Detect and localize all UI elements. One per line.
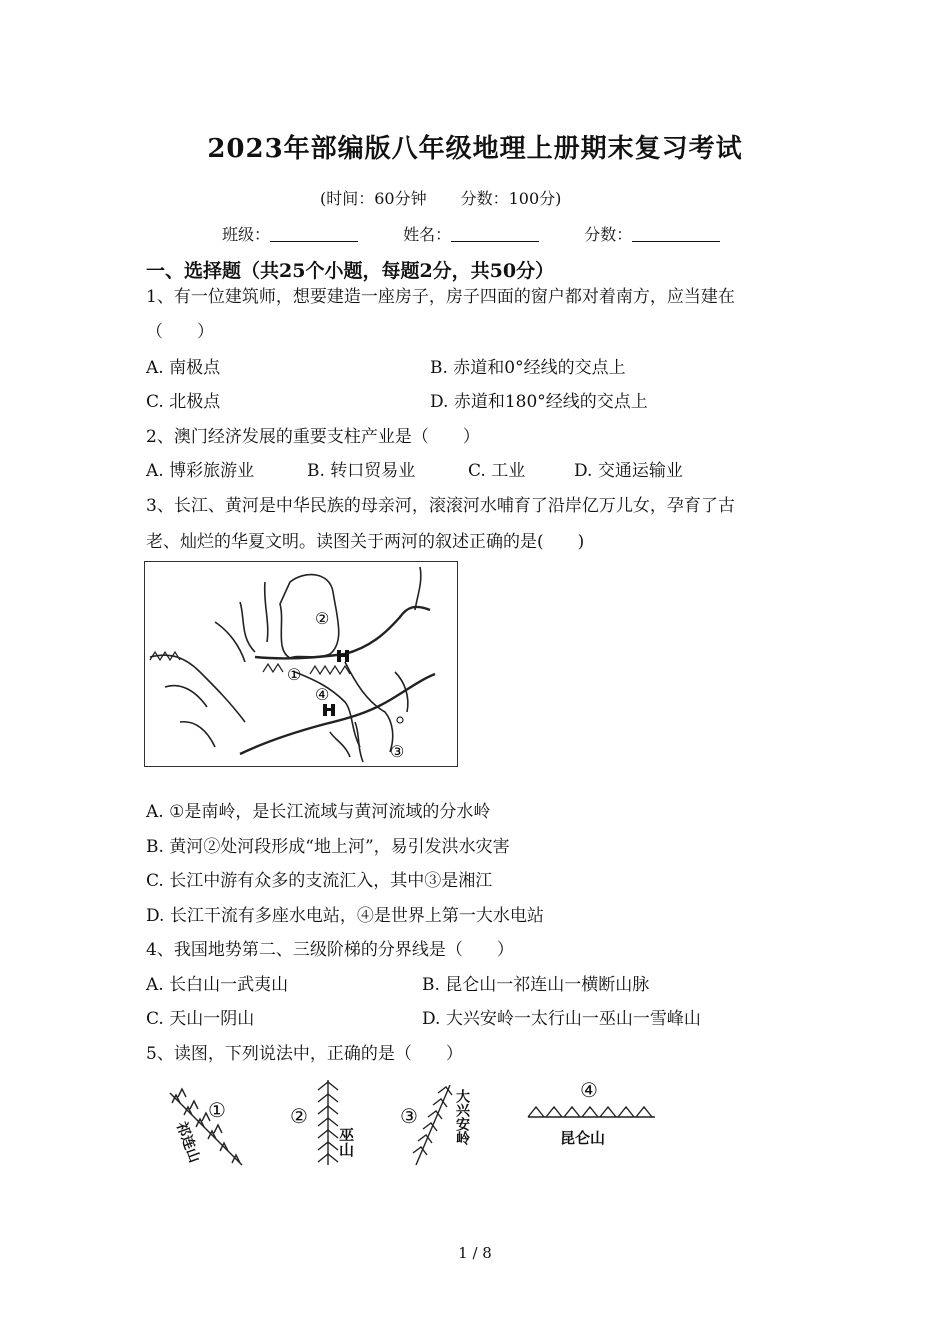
q1-paren: （ ） [146, 322, 214, 342]
fig-mountain-4: 昆仑山 [560, 1129, 606, 1147]
fig-mountain-2: 巫山 [337, 1127, 355, 1157]
score-blank [632, 227, 720, 242]
q3-option-a: A. ①是南岭，是长江流域与黄河流域的分水岭 [146, 802, 491, 822]
q1-option-a: A. 南极点 [146, 358, 221, 378]
fig-number-3: ③ [400, 1104, 418, 1128]
q1-option-b: B. 赤道和0°经线的交点上 [430, 358, 626, 378]
map-label-4: ④ [315, 685, 330, 704]
q2-option-a: A. 博彩旅游业 [146, 461, 255, 481]
q5-stem: 5、读图，下列说法中，正确的是（ ） [146, 1044, 463, 1064]
q2-option-b: B. 转口贸易业 [307, 461, 416, 481]
class-blank [270, 227, 358, 242]
fig-mountain-3: 大兴安岭 [454, 1089, 470, 1145]
exam-total-score: 分数：100分) [460, 189, 562, 208]
rivers-map-svg [145, 562, 456, 765]
map-label-2: ② [315, 609, 330, 628]
q3-option-b: B. 黄河②处河段形成“地上河”，易引发洪水灾害 [146, 837, 510, 857]
mountain-ranges-figure [150, 1075, 670, 1175]
name-blank [451, 227, 539, 242]
document-title: 2023年部编版八年级地理上册期末复习考试 [207, 134, 743, 164]
range-3-symbol [413, 1085, 452, 1165]
name-label: 姓名： [403, 225, 452, 244]
q4-option-c: C. 天山一阴山 [146, 1009, 255, 1029]
q2-stem: 2、澳门经济发展的重要支柱产业是（ ） [146, 427, 480, 447]
mountain-ranges-svg [150, 1075, 670, 1175]
dam-icons [323, 650, 349, 716]
q3-option-c: C. 长江中游有众多的支流汇入，其中③是湘江 [146, 871, 493, 891]
fig-number-4: ④ [580, 1078, 598, 1102]
q4-option-a: A. 长白山一武夷山 [146, 975, 289, 995]
map-label-3: ③ [390, 742, 405, 761]
exam-meta [320, 186, 595, 209]
score-label: 分数： [584, 225, 633, 244]
q3-stem-line2: 老、灿烂的华夏文明。读图关于两河的叙述正确的是( ) [146, 532, 585, 552]
q4-stem: 4、我国地势第二、三级阶梯的分界线是（ ） [146, 940, 514, 960]
q3-option-d: D. 长江干流有多座水电站，④是世界上第一大水电站 [146, 906, 544, 926]
rivers-map-figure [144, 561, 458, 767]
q1-option-c: C. 北极点 [146, 392, 221, 412]
mountain-symbols [150, 652, 350, 674]
range-2-symbol [318, 1080, 338, 1165]
student-info-line [222, 222, 760, 245]
q1-stem: 1、有一位建筑师，想要建造一座房子，房子四面的窗户都对着南方，应当建在 [146, 287, 735, 307]
q3-stem-line1: 3、长江、黄河是中华民族的母亲河，滚滚河水哺育了沿岸亿万儿女，孕育了古 [146, 496, 735, 516]
q1-option-d: D. 赤道和180°经线的交点上 [430, 392, 648, 412]
fig-mountain-1: 祁连山 [172, 1119, 203, 1165]
fig-number-2: ② [290, 1104, 308, 1128]
range-4-symbol [528, 1107, 655, 1117]
exam-time: (时间：60分钟 [320, 189, 427, 208]
section-heading: 一、选择题（共25个小题，每题2分，共50分） [146, 260, 555, 282]
fig-number-1: ① [208, 1098, 226, 1122]
page-number: 1 / 8 [458, 1244, 492, 1262]
q2-option-c: C. 工业 [468, 461, 526, 481]
q2-option-d: D. 交通运输业 [574, 461, 683, 481]
class-label: 班级： [222, 225, 271, 244]
map-label-1: ① [287, 665, 302, 684]
q4-option-d: D. 大兴安岭一太行山一巫山一雪峰山 [422, 1009, 701, 1029]
q4-option-b: B. 昆仑山一祁连山一横断山脉 [422, 975, 650, 995]
